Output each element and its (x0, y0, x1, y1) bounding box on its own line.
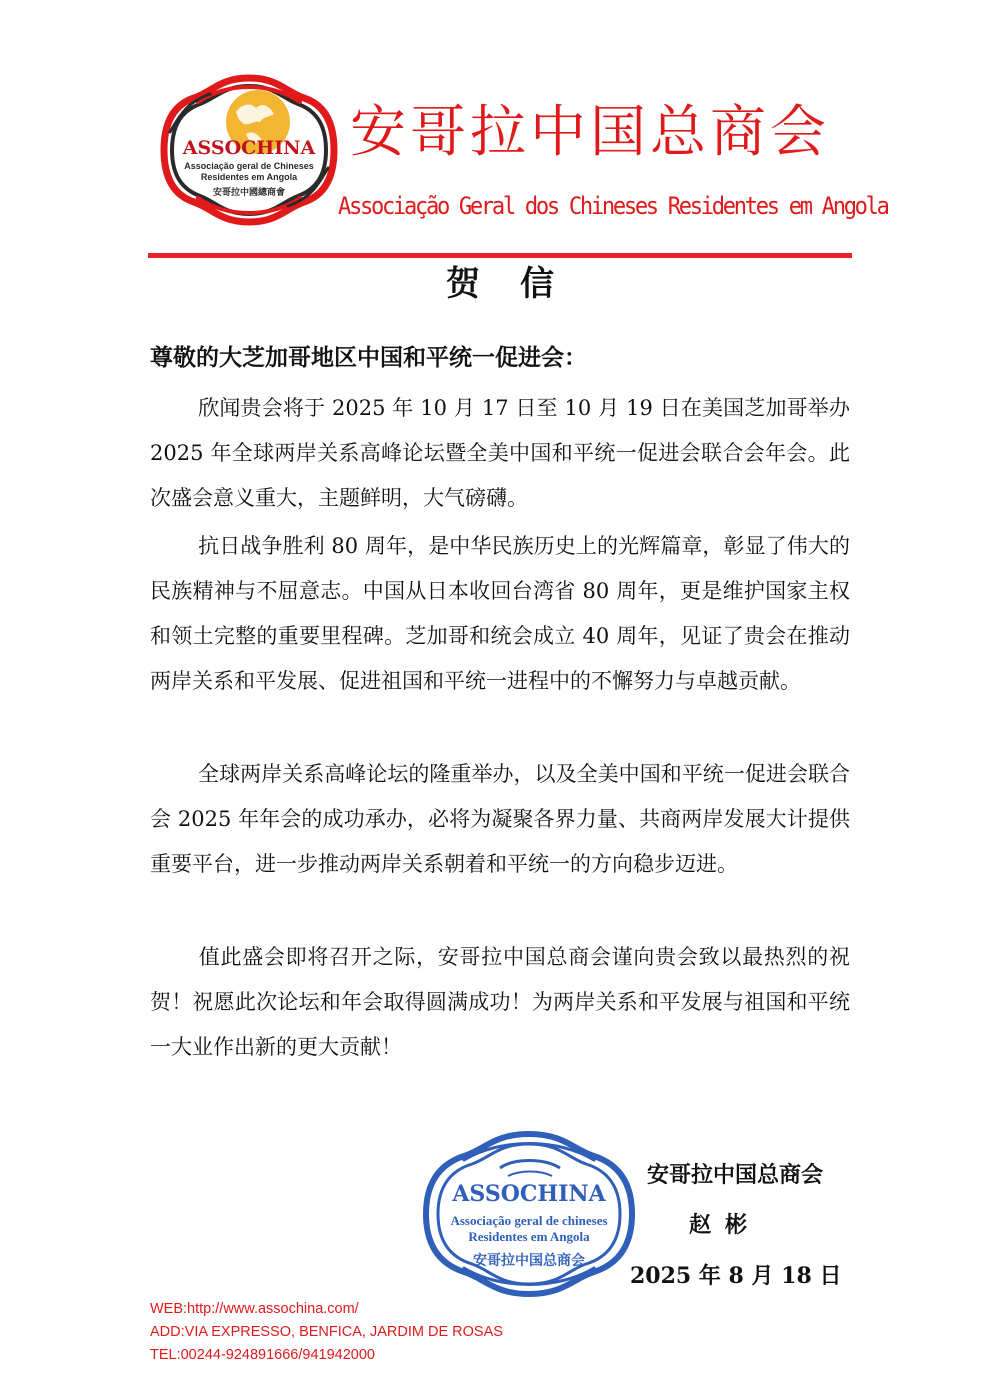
paragraph-4 (150, 935, 850, 1070)
assochina-seal-icon (418, 1128, 640, 1300)
footer-contact (150, 1298, 630, 1367)
footer-web: WEB:http://www.assochina.com/ (150, 1301, 359, 1317)
seal-line1: Associação geral de chineses (450, 1213, 608, 1228)
signature-date: 2025 年 8 月 18 日 (630, 1263, 842, 1289)
org-title-chinese: 安哥拉中国总商会 (350, 100, 830, 165)
paragraph-4-text: 值此盛会即将召开之际，安哥拉中国总商会谨向贵会致以最热烈的祝贺！祝愿此次论坛和年会取得圆满成功！为两岸关系和平发展与祖国和平统一大业作出新的更大贡献！ (150, 945, 850, 1059)
logo-name: ASSOCHINA (182, 137, 316, 159)
salutation: 尊敬的大芝加哥地区中国和平统一促进会： (150, 345, 587, 371)
logo-line1: Associação geral de Chineses (184, 161, 314, 171)
seal-line2: Residentes em Angola (468, 1229, 590, 1244)
assochina-logo-icon (158, 72, 340, 228)
seal-name: ASSOCHINA (452, 1181, 606, 1207)
paragraph-3-text: 全球两岸关系高峰论坛的隆重举办，以及全美中国和平统一促进会联合会 2025 年年会的成功承办，必将为凝聚各界力量、共商两岸发展大计提供重要平台，进一步推动两岸关系朝着和平统一的方向稳步迈进。 (150, 762, 850, 876)
signature-organization: 安哥拉中国总商会 (646, 1163, 823, 1188)
footer-tel: TEL:00244-924891666/941942000 (150, 1347, 375, 1363)
header-divider (148, 253, 852, 258)
footer-address: ADD:VIA EXPRESSO, BENFICA, JARDIM DE ROSAS (150, 1324, 503, 1340)
org-title-portuguese: Associação Geral dos Chineses Residentes em Angola (338, 192, 888, 220)
seal-line3: 安哥拉中国总商会 (473, 1253, 585, 1269)
logo-line3: 安哥拉中國總商會 (212, 188, 286, 198)
signature-name: 赵彬 (688, 1213, 761, 1238)
paragraph-2 (150, 524, 850, 704)
paragraph-3 (150, 752, 850, 887)
paragraph-1-text: 欣闻贵会将于 2025 年 10 月 17 日至 10 月 19 日在美国芝加哥举办 2025 年全球两岸关系高峰论坛暨全美中国和平统一促进会联合会年会。此次盛会意义重大，主题鲜明，大气磅礴。 (150, 396, 850, 510)
letter-title: 贺信 (446, 264, 594, 304)
logo-line2: Residentes em Angola (200, 172, 298, 182)
paragraph-2-text: 抗日战争胜利 80 周年，是中华民族历史上的光辉篇章，彰显了伟大的民族精神与不屈意志。中国从日本收回台湾省 80 周年，更是维护国家主权和领土完整的重要里程碑。芝加哥和统会成立 40 周年，见证了贵会在推动两岸关系和平发展、促进祖国和平统一进程中的不懈努力与卓越贡献。 (150, 534, 850, 693)
paragraph-1 (150, 386, 850, 521)
